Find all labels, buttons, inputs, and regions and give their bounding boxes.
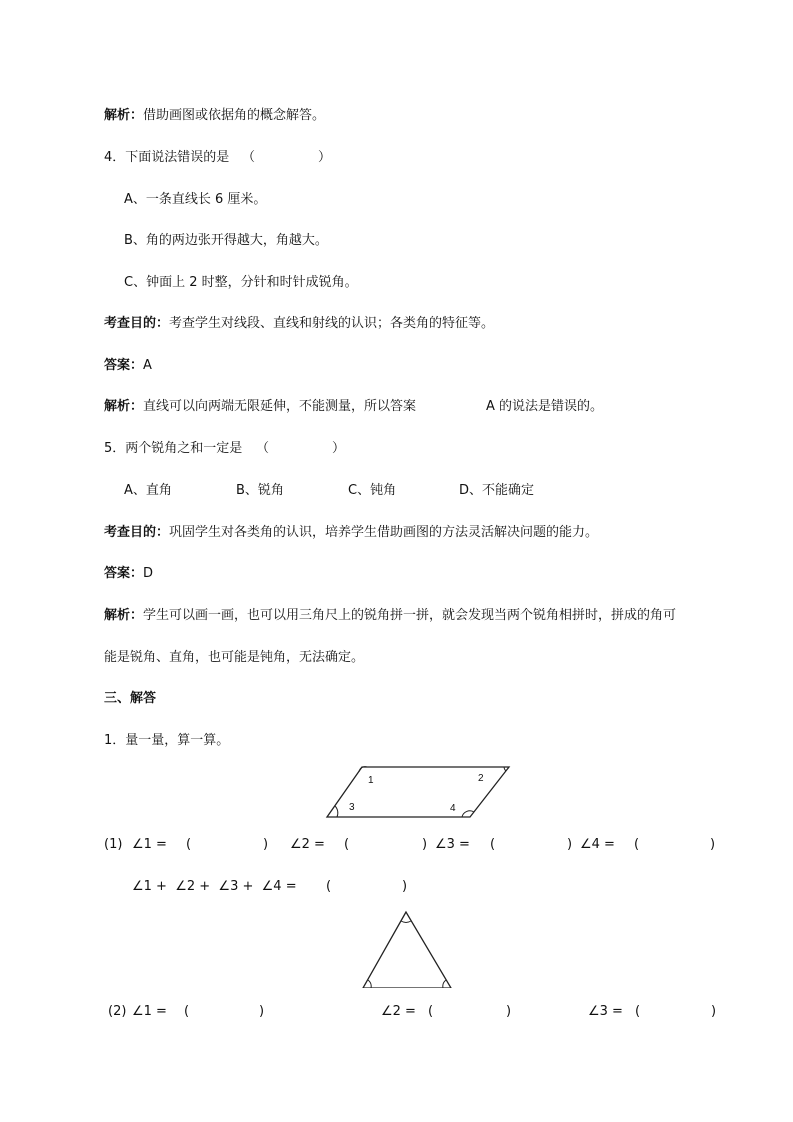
p1-prefix: (1): [104, 837, 123, 852]
q4-analysis-tail: A 的说法是错误的。: [486, 399, 604, 414]
angle-label-1: 1: [368, 775, 374, 786]
triangle-angle-right-arc: [443, 980, 446, 988]
answer-text: D: [143, 566, 154, 581]
q5-paren-open: （: [256, 441, 270, 456]
p1-paren-close: ): [263, 837, 269, 852]
p2-paren-close: ): [506, 1004, 512, 1019]
q5-purpose: [104, 524, 598, 542]
angle-label-2: 2: [478, 773, 484, 784]
q5-option-a: A、直角: [124, 483, 172, 498]
q4-stem: [104, 149, 229, 167]
q5-stem-text: 5．两个锐角之和一定是: [104, 441, 243, 456]
purpose-label: 考查目的：: [104, 525, 170, 540]
p1-paren-open: (: [186, 837, 192, 852]
q4-analysis: [104, 398, 416, 416]
p2-paren-close: ): [711, 1004, 717, 1019]
q5-analysis-cont: 能是锐角、直角，也可能是钝角，无法确定。: [104, 650, 365, 665]
section-title: 三、解答: [104, 691, 157, 706]
p1-angle4: ∠4 =: [580, 837, 615, 852]
q5-paren-close: ）: [332, 441, 346, 456]
p1-sum-paren-close: ): [402, 879, 408, 894]
parallelogram-figure: [320, 762, 520, 822]
p1-paren-open: (: [344, 837, 350, 852]
p1-angle1: ∠1 =: [132, 837, 167, 852]
angle-label-4: 4: [450, 803, 456, 814]
p1-sum-paren-open: (: [326, 879, 332, 894]
triangle-angle-left-arc: [368, 980, 371, 988]
answer-label: 答案：: [104, 566, 144, 581]
p2-paren-close: ): [259, 1004, 265, 1019]
q4-purpose: [104, 315, 494, 333]
q4-answer: [104, 357, 152, 375]
q5-answer: [104, 565, 153, 583]
analysis-label: 解析：: [104, 608, 144, 623]
p2-angle3: ∠3 =: [588, 1004, 623, 1019]
q5-stem: [104, 440, 242, 458]
triangle-angle-top-arc: [401, 921, 411, 922]
q4-option-c: C、钟面上 2 时整，分针和时针成锐角。: [124, 275, 358, 290]
answer-text: A: [143, 358, 152, 373]
q1-stem: 1．量一量，算一算。: [104, 733, 230, 748]
p2-paren-open: (: [635, 1004, 641, 1019]
q4-option-b: B、角的两边张开得越大，角越大。: [124, 233, 328, 248]
p1-paren-close: ): [710, 837, 716, 852]
q5-option-b: B、锐角: [236, 483, 284, 498]
purpose-text: 巩固学生对各类角的认识，培养学生借助画图的方法灵活解决问题的能力。: [169, 525, 599, 540]
q4-option-a: A、一条直线长 6 厘米。: [124, 192, 267, 207]
analysis-text: 学生可以画一画，也可以用三角尺上的锐角拼一拼，就会发现当两个锐角相拼时，拼成的角可: [143, 608, 677, 623]
q5-analysis: [104, 607, 676, 625]
analysis-label: 解析：: [104, 399, 144, 414]
p1-paren-close: ): [422, 837, 428, 852]
q5-option-d: D、不能确定: [459, 483, 535, 498]
angle-3-arc: [335, 806, 338, 817]
p2-angle2: ∠2 =: [381, 1004, 416, 1019]
angle-label-3: 3: [349, 802, 355, 813]
p1-angle3: ∠3 =: [435, 837, 470, 852]
p1-paren-open: (: [634, 837, 640, 852]
p2-paren-open: (: [428, 1004, 434, 1019]
purpose-text: 考查学生对线段、直线和射线的认识；各类角的特征等。: [169, 316, 495, 331]
p2-angle1: ∠1 =: [132, 1004, 167, 1019]
triangle-figure: [358, 908, 458, 988]
p1-angle2: ∠2 =: [290, 837, 325, 852]
q4-paren-open: （: [242, 150, 256, 165]
q4-stem-text: 4．下面说法错误的是: [104, 150, 230, 165]
p1-sum: ∠1 + ∠2 + ∠3 + ∠4 =: [132, 879, 297, 894]
analysis-label: 解析：: [104, 108, 144, 123]
analysis-text: 直线可以向两端无限延伸，不能测量，所以答案: [143, 399, 417, 414]
purpose-label: 考查目的：: [104, 316, 170, 331]
prev-analysis: [104, 107, 325, 125]
q5-option-c: C、钝角: [348, 483, 397, 498]
p1-paren-close: ): [567, 837, 573, 852]
p2-prefix: (2): [108, 1004, 127, 1019]
analysis-text: 借助画图或依据角的概念解答。: [143, 108, 326, 123]
answer-label: 答案：: [104, 358, 144, 373]
p1-paren-open: (: [490, 837, 496, 852]
q4-paren-close: ）: [318, 150, 332, 165]
p2-paren-open: (: [184, 1004, 190, 1019]
